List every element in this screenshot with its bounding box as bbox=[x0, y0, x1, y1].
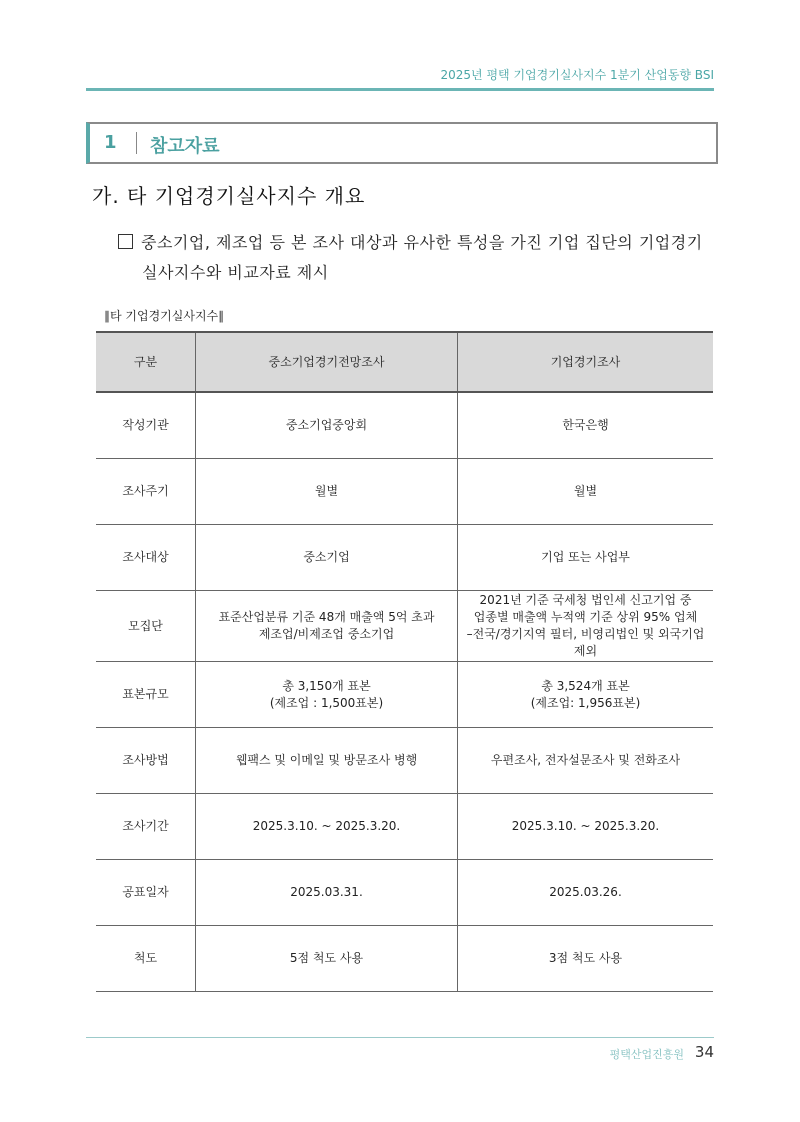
table-row bbox=[96, 662, 713, 728]
row-label-cell: 모집단 bbox=[96, 591, 196, 662]
running-header-title: 2025년 평택 기업경기실사지수 1분기 산업동향 BSI bbox=[440, 68, 714, 82]
cell-line: 2025.03.26. bbox=[549, 885, 622, 899]
sme-survey-cell bbox=[196, 926, 458, 992]
business-survey-cell bbox=[458, 728, 714, 794]
cell-line: 2025.3.10. ~ 2025.3.20. bbox=[252, 819, 401, 833]
footer-rule bbox=[86, 1037, 714, 1038]
table-row bbox=[96, 926, 713, 992]
row-label-cell: 조사기간 bbox=[96, 794, 196, 860]
cell-line: 2021년 기준 국세청 법인세 신고기업 중 bbox=[479, 593, 692, 607]
row-label-cell: 조사주기 bbox=[96, 459, 196, 525]
business-survey-cell bbox=[458, 662, 714, 728]
cell-line: 제조업/비제조업 중소기업 bbox=[258, 627, 395, 641]
subsection-heading: 가. 타 기업경기실사지수 개요 bbox=[92, 184, 366, 208]
cell-line: 2025.03.31. bbox=[290, 885, 363, 899]
page-number: 34 bbox=[694, 1043, 714, 1061]
cell-line: 기업 또는 사업부 bbox=[541, 550, 630, 564]
header-cell-business-survey: 기업경기조사 bbox=[458, 332, 714, 392]
footer-organization: 평택산업진흥원 bbox=[609, 1048, 684, 1061]
cell-line: 한국은행 bbox=[562, 418, 609, 432]
row-label-cell: 공표일자 bbox=[96, 860, 196, 926]
cell-line: 웹팩스 및 이메일 및 방문조사 병행 bbox=[235, 753, 418, 767]
header-cell-sme-survey: 중소기업경기전망조사 bbox=[196, 332, 458, 392]
cell-line: 3점 척도 사용 bbox=[548, 951, 623, 965]
business-survey-cell bbox=[458, 591, 714, 662]
cell-line: 중소기업 bbox=[303, 550, 350, 564]
sme-survey-cell bbox=[196, 392, 458, 459]
business-survey-cell bbox=[458, 794, 714, 860]
cell-line: 월별 bbox=[573, 484, 598, 498]
cell-line: 업종별 매출액 누적액 기준 상위 95% 업체 bbox=[473, 610, 698, 624]
section-title: 참고자료 bbox=[150, 136, 220, 157]
sme-survey-cell bbox=[196, 459, 458, 525]
checkbox-bullet-icon bbox=[118, 234, 133, 249]
cell-line: 총 3,524개 표본 bbox=[541, 678, 630, 693]
cell-line: 월별 bbox=[314, 484, 339, 498]
row-label-cell: 조사대상 bbox=[96, 525, 196, 591]
cell-line: 총 3,150개 표본 bbox=[282, 678, 371, 693]
cell-line: (제조업 : 1,500표본) bbox=[269, 695, 384, 710]
header-rule bbox=[86, 88, 714, 91]
table-row bbox=[96, 794, 713, 860]
section-divider bbox=[136, 132, 137, 154]
table-row bbox=[96, 392, 713, 459]
business-survey-cell bbox=[458, 525, 714, 591]
sme-survey-cell bbox=[196, 794, 458, 860]
business-survey-cell bbox=[458, 860, 714, 926]
cell-line: –전국/경기지역 필터, 비영리법인 및 외국기업 제외 bbox=[466, 627, 705, 658]
business-survey-cell bbox=[458, 392, 714, 459]
table-row bbox=[96, 525, 713, 591]
sme-survey-cell bbox=[196, 860, 458, 926]
cell-line: 5점 척도 사용 bbox=[289, 951, 364, 965]
sme-survey-cell bbox=[196, 662, 458, 728]
cell-line: 중소기업중앙회 bbox=[285, 418, 368, 432]
row-label-cell: 작성기관 bbox=[96, 392, 196, 459]
table-row bbox=[96, 860, 713, 926]
row-label-cell: 표본규모 bbox=[96, 662, 196, 728]
cell-line: 2025.3.10. ~ 2025.3.20. bbox=[511, 819, 660, 833]
sme-survey-cell bbox=[196, 728, 458, 794]
cell-line: 우편조사, 전자설문조사 및 전화조사 bbox=[490, 753, 681, 767]
cell-line: (제조업: 1,956표본) bbox=[530, 695, 641, 710]
row-label-cell: 조사방법 bbox=[96, 728, 196, 794]
table-row bbox=[96, 591, 713, 662]
bullet-line-1 bbox=[118, 228, 714, 258]
cell-line: 표준산업분류 기준 48개 매출액 5억 초과 bbox=[218, 610, 435, 624]
header-cell-category: 구분 bbox=[96, 332, 196, 392]
bullet-text-2: 실사지수와 비교자료 제시 bbox=[142, 263, 329, 282]
section-title-box bbox=[86, 122, 718, 164]
comparison-table bbox=[96, 331, 713, 992]
bullet-paragraph bbox=[118, 228, 714, 288]
sme-survey-cell bbox=[196, 525, 458, 591]
business-survey-cell bbox=[458, 926, 714, 992]
business-survey-cell bbox=[458, 459, 714, 525]
bullet-text-1: 중소기업, 제조업 등 본 조사 대상과 유사한 특성을 가진 기업 집단의 기업경기 bbox=[141, 233, 703, 252]
row-label-cell: 척도 bbox=[96, 926, 196, 992]
table-row bbox=[96, 728, 713, 794]
section-number: 1 bbox=[104, 132, 117, 153]
table-row bbox=[96, 459, 713, 525]
sme-survey-cell bbox=[196, 591, 458, 662]
table-body bbox=[96, 392, 713, 992]
table-caption: ∥타 기업경기실사지수∥ bbox=[104, 309, 225, 323]
table-header-row bbox=[96, 332, 713, 392]
